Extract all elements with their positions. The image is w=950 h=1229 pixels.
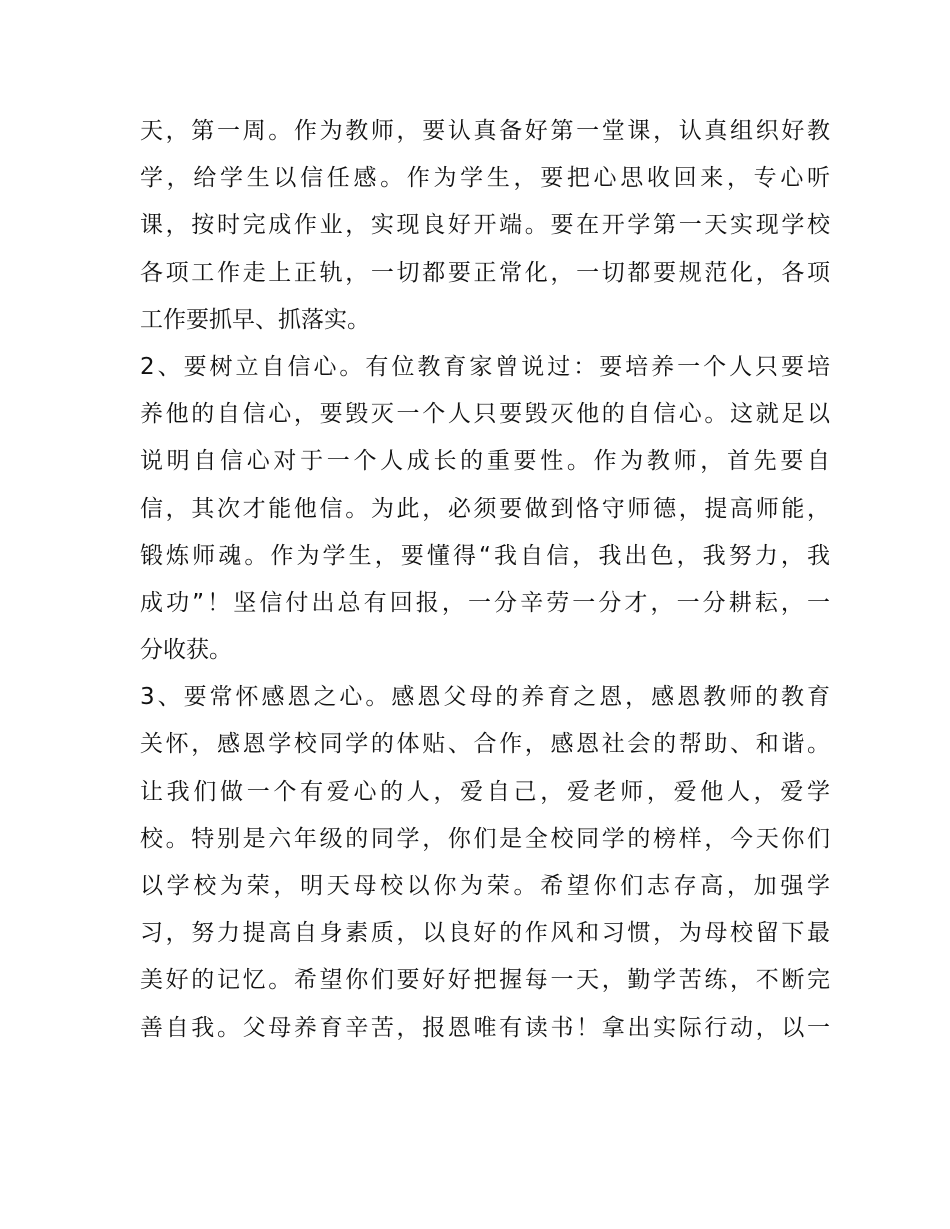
text-line: 各项工作走上正轨，一切都要正常化，一切都要规范化，各项 [140, 259, 830, 286]
text-line: 工作要抓早、抓落实。 [140, 306, 370, 333]
text-line: 以学校为荣，明天母校以你为荣。希望你们志存高，加强学 [140, 873, 830, 899]
text-line: 学，给学生以信任感。作为学生，要把心思收回来，专心听 [140, 165, 830, 192]
text-line: 校。特别是六年级的同学，你们是全校同学的榜样，今天你们 [140, 825, 830, 852]
text-line: 养他的自信心，要毁灭一个人只要毁灭他的自信心。这就足以 [140, 401, 830, 428]
text-line: 善自我。父母养育辛苦，报恩唯有读书！拿出实际行动，以一 [140, 1014, 830, 1041]
text-line: 3、要常怀感恩之心。感恩父母的养育之恩，感恩教师的教育 [140, 684, 830, 711]
text-line: 美好的记忆。希望你们要好好把握每一天，勤学苦练，不断完 [140, 967, 830, 994]
text-line: 信，其次才能他信。为此，必须要做到恪守师德，提高师能， [140, 495, 830, 522]
text-line: 成功”！坚信付出总有回报，一分辛劳一分才，一分耕耘，一 [140, 589, 830, 616]
text-line: 让我们做一个有爱心的人，爱自己，爱老师，爱他人，爱学 [140, 778, 830, 805]
body-text [140, 108, 830, 1052]
text-line: 分收获。 [140, 637, 232, 664]
text-line: 锻炼师魂。作为学生，要懂得“我自信，我出色，我努力，我 [140, 542, 830, 569]
text-line: 天，第一周。作为教师，要认真备好第一堂课，认真组织好教 [140, 118, 830, 144]
text-line: 关怀，感恩学校同学的体贴、合作，感恩社会的帮助、和谐。 [140, 731, 830, 758]
text-line: 说明自信心对于一个人成长的重要性。作为教师，首先要自 [140, 448, 830, 475]
text-line: 2、要树立自信心。有位教育家曾说过：要培养一个人只要培 [140, 353, 830, 380]
text-line: 习，努力提高自身素质，以良好的作风和习惯，为母校留下最 [140, 920, 830, 947]
text-line: 课，按时完成作业，实现良好开端。要在开学第一天实现学校 [140, 212, 830, 239]
